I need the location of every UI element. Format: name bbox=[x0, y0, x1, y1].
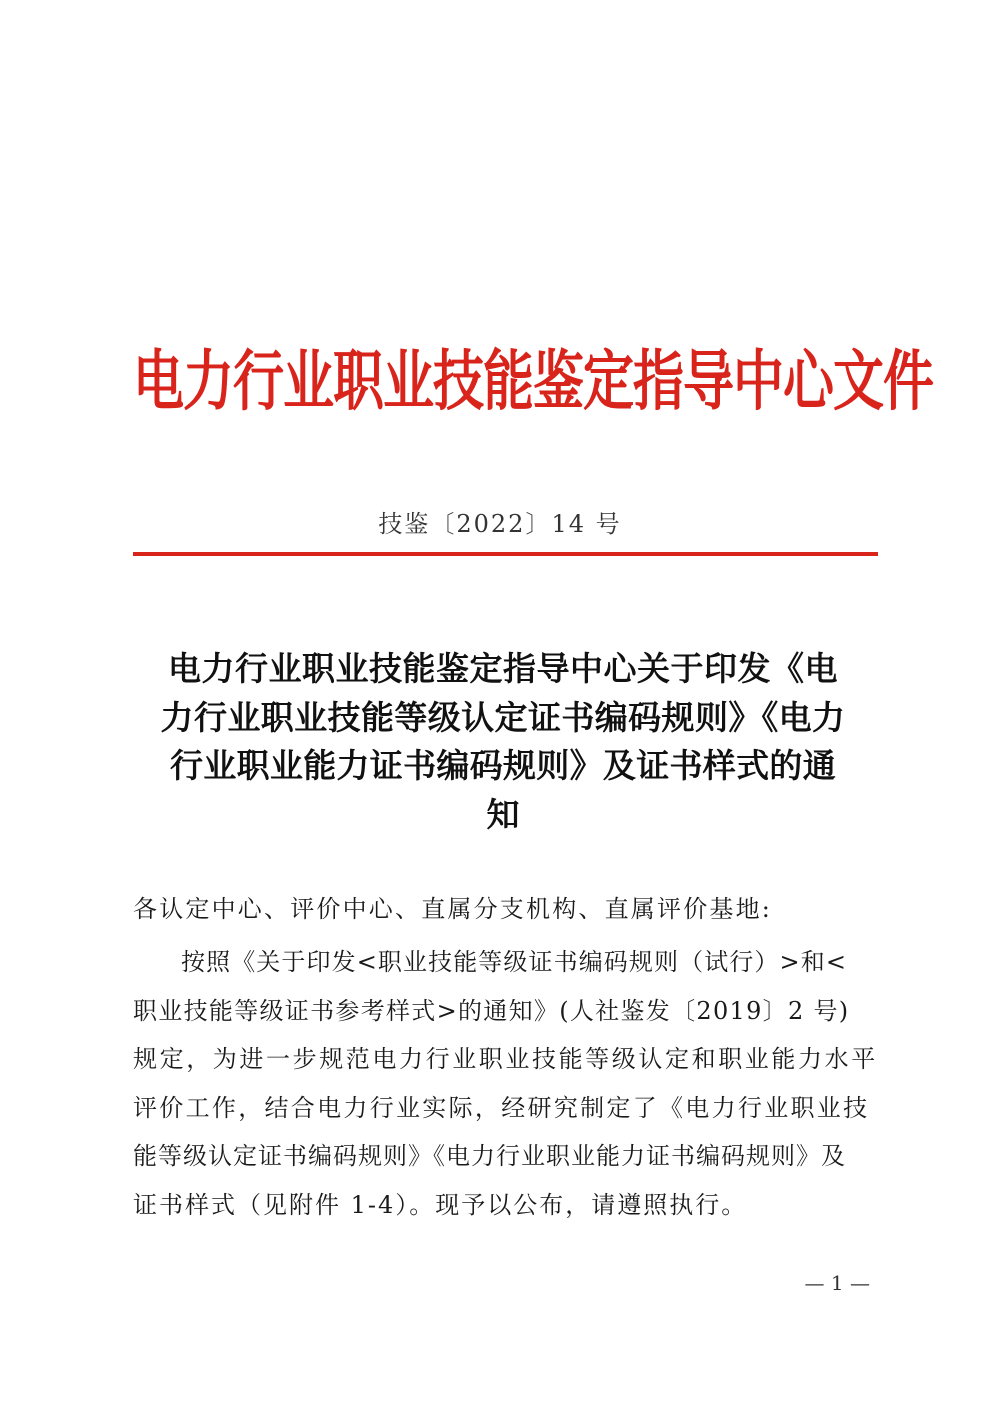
notice-title-line: 知 bbox=[486, 794, 520, 834]
body-paragraph bbox=[133, 938, 878, 1230]
document-number: 技鉴〔2022〕14 号 bbox=[378, 510, 622, 538]
notice-title-line: 力行业职业技能等级认定证书编码规则》《电力 bbox=[160, 697, 846, 737]
body-line: 证书样式（见附件 1-4）。现予以公布，请遵照执行。 bbox=[133, 1190, 748, 1219]
body-line: 规定，为进一步规范电力行业职业技能等级认定和职业能力水平 bbox=[133, 1045, 878, 1074]
notice-title-line: 电力行业职业技能鉴定指导中心关于印发《电 bbox=[168, 649, 838, 688]
body-line: 按照《关于印发<职业技能等级证书编码规则（试行）>和< bbox=[181, 948, 848, 976]
notice-title bbox=[133, 645, 873, 839]
notice-title-line: 行业职业能力证书编码规则》及证书样式的通 bbox=[170, 746, 836, 785]
body-line: 能等级认定证书编码规则》《电力行业职业能力证书编码规则》及 bbox=[133, 1142, 846, 1171]
header-title: 电力行业职业技能鉴定指导中心文件 bbox=[133, 344, 934, 421]
body-line: 职业技能等级证书参考样式>的通知》(人社鉴发〔2019〕2 号) bbox=[133, 996, 850, 1025]
body-line: 评价工作，结合电力行业实际，经研究制定了《电力行业职业技 bbox=[133, 1093, 870, 1122]
salutation: 各认定中心、评价中心、直属分支机构、直属评价基地: bbox=[133, 895, 773, 923]
red-divider bbox=[133, 552, 878, 556]
page-number: — 1 — bbox=[804, 1271, 870, 1295]
